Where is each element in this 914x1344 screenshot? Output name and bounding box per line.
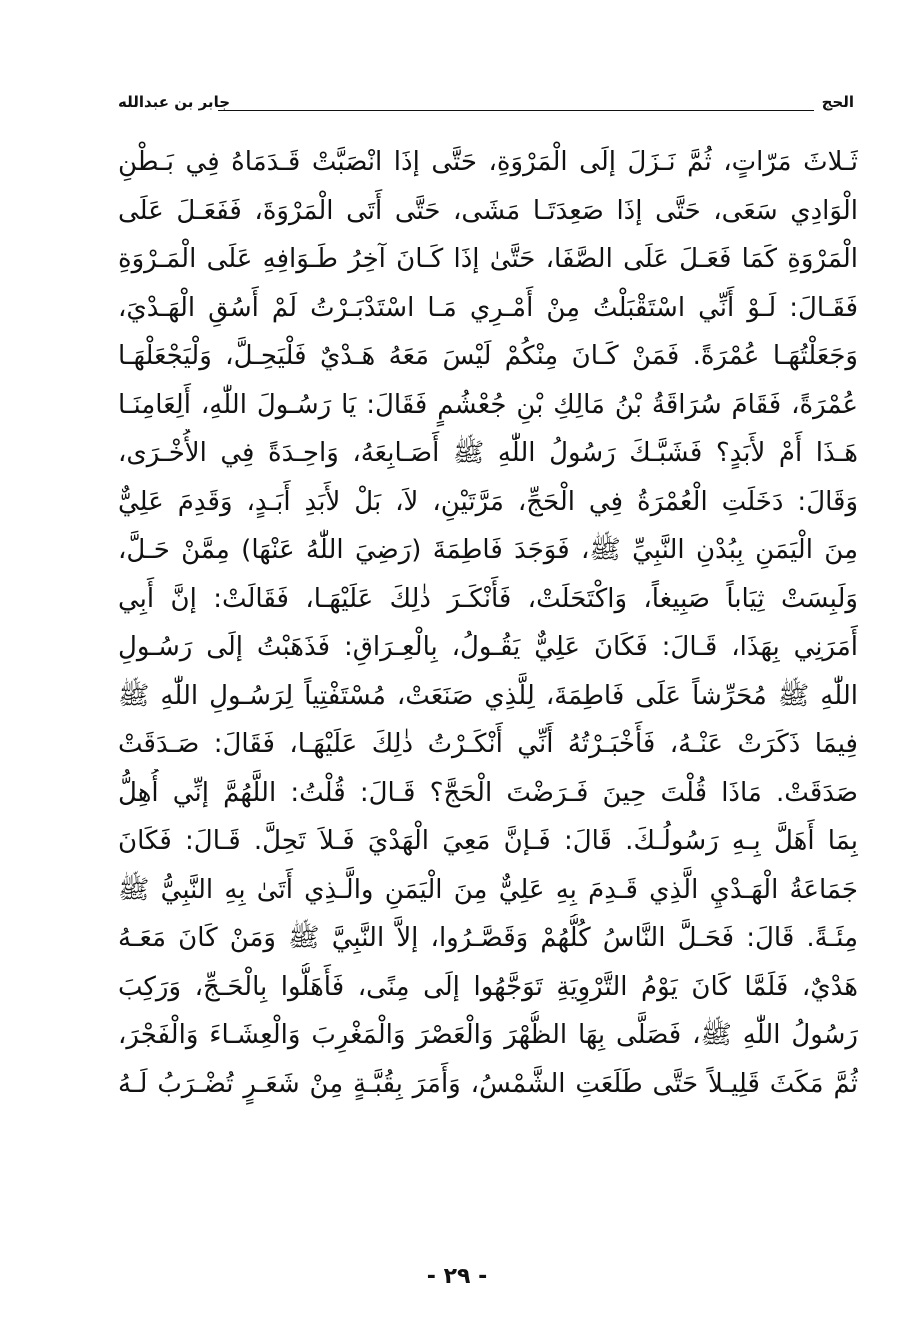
- text-line: الْمَرْوَةِ كَمَا فَعَـلَ عَلَى الصَّفَا، حَتَّىٰ إذَا كَـانَ آخِرُ طَـوَافِهِ عَلَى الْمَـرْوَةِ: [118, 244, 858, 274]
- text-line: أَمَرَنِي بِهَذَا، قَـالَ: فَكَانَ عَلِيٌّ يَقُـولُ، بِالْعِـرَاقِ: فَذَهَبْتُ إلَى رَسُـولِ: [118, 632, 858, 662]
- chapter-title: الحج: [821, 93, 854, 111]
- narrator-name: جابر بن عبدالله: [118, 93, 231, 111]
- running-header: [118, 92, 854, 116]
- text-line: وَقَالَ: دَخَلَتِ الْعُمْرَةُ فِي الْحَجِّ، مَرَّتَيْنِ، لاَ، بَلْ لأَبَدِ أَبَـدٍ، وَقَدِمَ عَلِيٌّ: [118, 486, 858, 517]
- page-number: - ٢٩ -: [426, 1264, 488, 1289]
- text-line: فِيمَا ذَكَرَتْ عَنْـهُ، فَأَخْبَـرْتُهُ أَنِّي أَنْكَـرْتُ ذٰلِكَ عَلَيْهَـا، فَقَالَ: صَـدَقَتْ: [118, 729, 858, 759]
- text-line: بِمَا أَهَلَّ بِـهِ رَسُولُـكَ. قَالَ: فَـإنَّ مَعِيَ الْهَدْيَ فَـلاَ تَحِلَّ. قَـالَ: فَكَانَ: [118, 826, 858, 856]
- text-line: رَسُولُ اللّٰهِ ﷺ، فَصَلَّى بِهَا الظُّهْرَ وَالْعَصْرَ وَالْمَغْرِبَ وَالْعِشَـاءَ وَالْفَجْرَ،: [118, 1020, 858, 1050]
- text-line: اللّٰهِ ﷺ مُحَرِّشاً عَلَى فَاطِمَةَ، لِلَّذِي صَنَعَتْ، مُسْتَفْتِياً لِرَسُـولِ اللّٰهِ ﷺ: [118, 680, 858, 711]
- text-line: فَقَـالَ: لَـوْ أَنِّي اسْتَقْبَلْتُ مِنْ أَمْـرِي مَـا اسْتَدْبَـرْتُ لَمْ أَسُقِ الْهَـدْيَ،: [118, 292, 858, 323]
- text-line: جَمَاعَةُ الْهَـدْيِ الَّذِي قَـدِمَ بِهِ عَلِيٌّ مِنَ الْيَمَنِ والَّـذِي أَتَىٰ بِهِ النَّبِيُّ ﷺ: [118, 874, 858, 905]
- text-line: وَجَعَلْتُهَـا عُمْرَةً. فَمَنْ كَـانَ مِنْكُمْ لَيْسَ مَعَهُ هَـدْيٌ فَلْيَحِـلَّ، وَلْيَجْعَلْهَـا: [118, 341, 858, 371]
- text-line: هَـذَا أَمْ لأَبَدٍ؟ فَشَبَّـكَ رَسُولُ اللّٰهِ ﷺ أَصَـابِعَهُ، وَاحِـدَةً فِي الأُخْـرَى،: [118, 438, 858, 468]
- text-line: هَدْيٌ، فَلَمَّا كَانَ يَوْمُ التَّرْوِيَةِ تَوَجَّهُوا إلَى مِنًى، فَأَهَلُّوا بِالْحَـجِّ، وَرَكِبَ: [118, 971, 858, 1002]
- text-line: عُمْرَةً، فَقَامَ سُرَاقَةُ بْنُ مَالِكِ بْنِ جُعْشُمٍ فَقَالَ: يَا رَسُـولَ اللّٰهِ، أَلِعَامِنَـا: [118, 389, 858, 420]
- text-line: الْوَادِي سَعَى، حَتَّى إذَا صَعِدَتَـا مَشَى، حَتَّى أَتَى الْمَرْوَةَ، فَفَعَـلَ عَلَى: [118, 195, 858, 226]
- text-line: ثُمَّ مَكَثَ قَلِيـلاً حَتَّى طَلَعَتِ الشَّمْسُ، وَأَمَرَ بِقُبَّـةٍ مِنْ شَعَـرٍ تُضْـرَبُ لَـهُ: [118, 1068, 858, 1099]
- text-line: مِنَ الْيَمَنِ بِبُدْنِ النَّبِيِّ ﷺ، فَوَجَدَ فَاطِمَةَ (رَضِيَ اللّٰهُ عَنْهَا) مِمَّنْ حَـلَّ،: [118, 535, 858, 565]
- text-line: مِئَـةً. قَالَ: فَحَـلَّ النَّاسُ كُلُّهُمْ وَقَصَّـرُوا، إلاَّ النَّبِيَّ ﷺ وَمَنْ كَانَ مَعَـهُ: [118, 923, 858, 953]
- text-line: وَلَبِسَتْ ثِيَاباً صَبِيغاً، وَاكْتَحَلَتْ، فَأَنْكَـرَ ذٰلِكَ عَلَيْهَـا، فَقَالَتْ: إنَّ أَبِي: [118, 583, 858, 614]
- text-line: ثَـلاثَ مَرّاتٍ، ثُمَّ نَـزَلَ إلَى الْمَرْوَةِ، حَتَّى إذَا انْصَبَّتْ قَـدَمَاهُ فِي بَـطْنِ: [118, 147, 858, 177]
- text-line: صَدَقَتْ. مَاذَا قُلْتَ حِينَ فَـرَضْتَ الْحَجَّ؟ قَـالَ: قُلْتُ: اللَّهُمَّ إنِّي أُهِلُّ: [118, 777, 858, 808]
- hadith-text: [118, 138, 858, 1108]
- header-rule: [218, 110, 814, 111]
